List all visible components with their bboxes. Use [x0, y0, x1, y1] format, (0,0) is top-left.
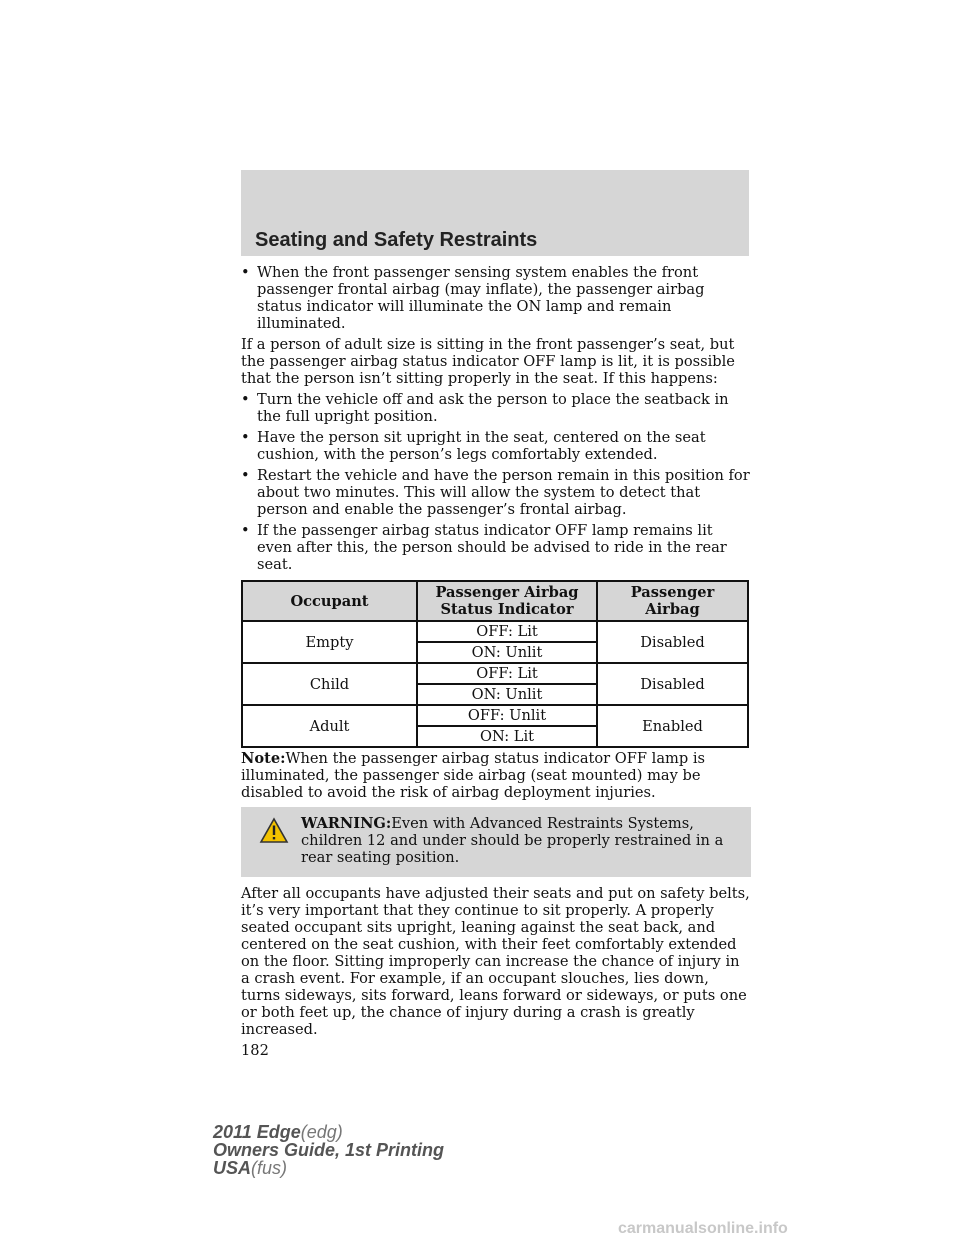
note-label: Note:: [241, 750, 286, 767]
cell-airbag: Disabled: [597, 663, 748, 705]
warning-box: [241, 807, 751, 877]
cell-occupant: Empty: [242, 621, 417, 663]
cell-airbag: Disabled: [597, 621, 748, 663]
bullet-text: Have the person sit upright in the seat, centered on the seat cushion, with the person’s legs comfortably extended.: [257, 429, 706, 463]
footer-edition: Owners Guide, 1st Printing: [213, 1140, 445, 1160]
bullet-text: Restart the vehicle and have the person remain in this position for about two minutes. This will allow the system to detect that person and enable the passenger’s frontal airbag.: [257, 467, 750, 518]
note-text: When the passenger airbag status indicator OFF lamp is illuminated, the passenger side airbag (seat mounted) may be disabled to avoid the risk of airbag deployment injuries.: [241, 750, 705, 801]
table-row: [242, 663, 748, 684]
bullet-text: When the front passenger sensing system enables the front passenger frontal airbag (may inflate), the passenger airbag status indicator will illuminate the ON lamp and remain illuminated.: [257, 264, 705, 332]
bullet-item: [241, 264, 751, 332]
bullet-symbol: •: [241, 391, 250, 408]
bullet-item: [241, 522, 751, 573]
bullet-text: Turn the vehicle off and ask the person to place the seatback in the full upright position.: [257, 391, 729, 425]
bullet-item: [241, 391, 751, 425]
site-watermark: carmanualsonline.info: [618, 1220, 788, 1237]
column-header-indicator: Passenger Airbag Status Indicator: [417, 581, 597, 621]
page-content: [241, 264, 751, 1059]
bullet-symbol: •: [241, 429, 250, 446]
bullet-symbol: •: [241, 467, 250, 484]
footer-model-code: (edg): [300, 1122, 343, 1142]
cell-indicator: OFF: Lit: [417, 621, 597, 642]
column-header-airbag: Passenger Airbag: [597, 581, 748, 621]
page-number: 182: [241, 1042, 269, 1059]
paragraph: After all occupants have adjusted their seats and put on safety belts, it’s very important that they continue to sit properly. A properly seated occupant sits upright, leaning against the seat back, and centered on the seat cushion, with their feet comfortably extended on the floor. Sitting improperly can increase the chance of injury in a crash event. For example, if an occupant slouches, lies down, turns sideways, sits forward, leans forward or sideways, or puts one or both feet up, the chance of injury during a crash is greatly increased.: [241, 885, 750, 1038]
table-row: [242, 705, 748, 726]
warning-text: [301, 815, 741, 866]
bullet-text: If the passenger airbag status indicator OFF lamp remains lit even after this, the person should be advised to ride in the rear seat.: [257, 522, 727, 573]
note-paragraph: [241, 750, 751, 801]
footer-print-info: [213, 1123, 444, 1177]
bullet-item: [241, 467, 751, 518]
warning-triangle-icon: [259, 817, 289, 844]
paragraph: If a person of adult size is sitting in the front passenger’s seat, but the passenger airbag status indicator OFF lamp is lit, it is possible that the person isn’t sitting properly in the seat. If this happens:: [241, 336, 735, 387]
bullet-symbol: •: [241, 522, 250, 539]
cell-occupant: Child: [242, 663, 417, 705]
cell-occupant: Adult: [242, 705, 417, 747]
warning-label: WARNING:: [301, 815, 392, 832]
cell-indicator: ON: Unlit: [417, 684, 597, 705]
table-header-row: [242, 581, 748, 621]
section-title: Seating and Safety Restraints: [255, 229, 538, 251]
footer-model: 2011 Edge: [213, 1122, 301, 1142]
warning-body: Even with Advanced Restraints Systems, children 12 and under should be properly restrained in a rear seating position.: [301, 815, 724, 866]
cell-indicator: ON: Unlit: [417, 642, 597, 663]
cell-airbag: Enabled: [597, 705, 748, 747]
footer-market-code: (fus): [251, 1158, 288, 1178]
cell-indicator: ON: Lit: [417, 726, 597, 747]
bullet-symbol: •: [241, 264, 250, 281]
cell-indicator: OFF: Lit: [417, 663, 597, 684]
cell-indicator: OFF: Unlit: [417, 705, 597, 726]
footer-market: USA: [213, 1158, 252, 1178]
column-header-occupant: Occupant: [242, 581, 417, 621]
bullet-item: [241, 429, 751, 463]
table-row: [242, 621, 748, 642]
airbag-status-table: [241, 580, 749, 748]
